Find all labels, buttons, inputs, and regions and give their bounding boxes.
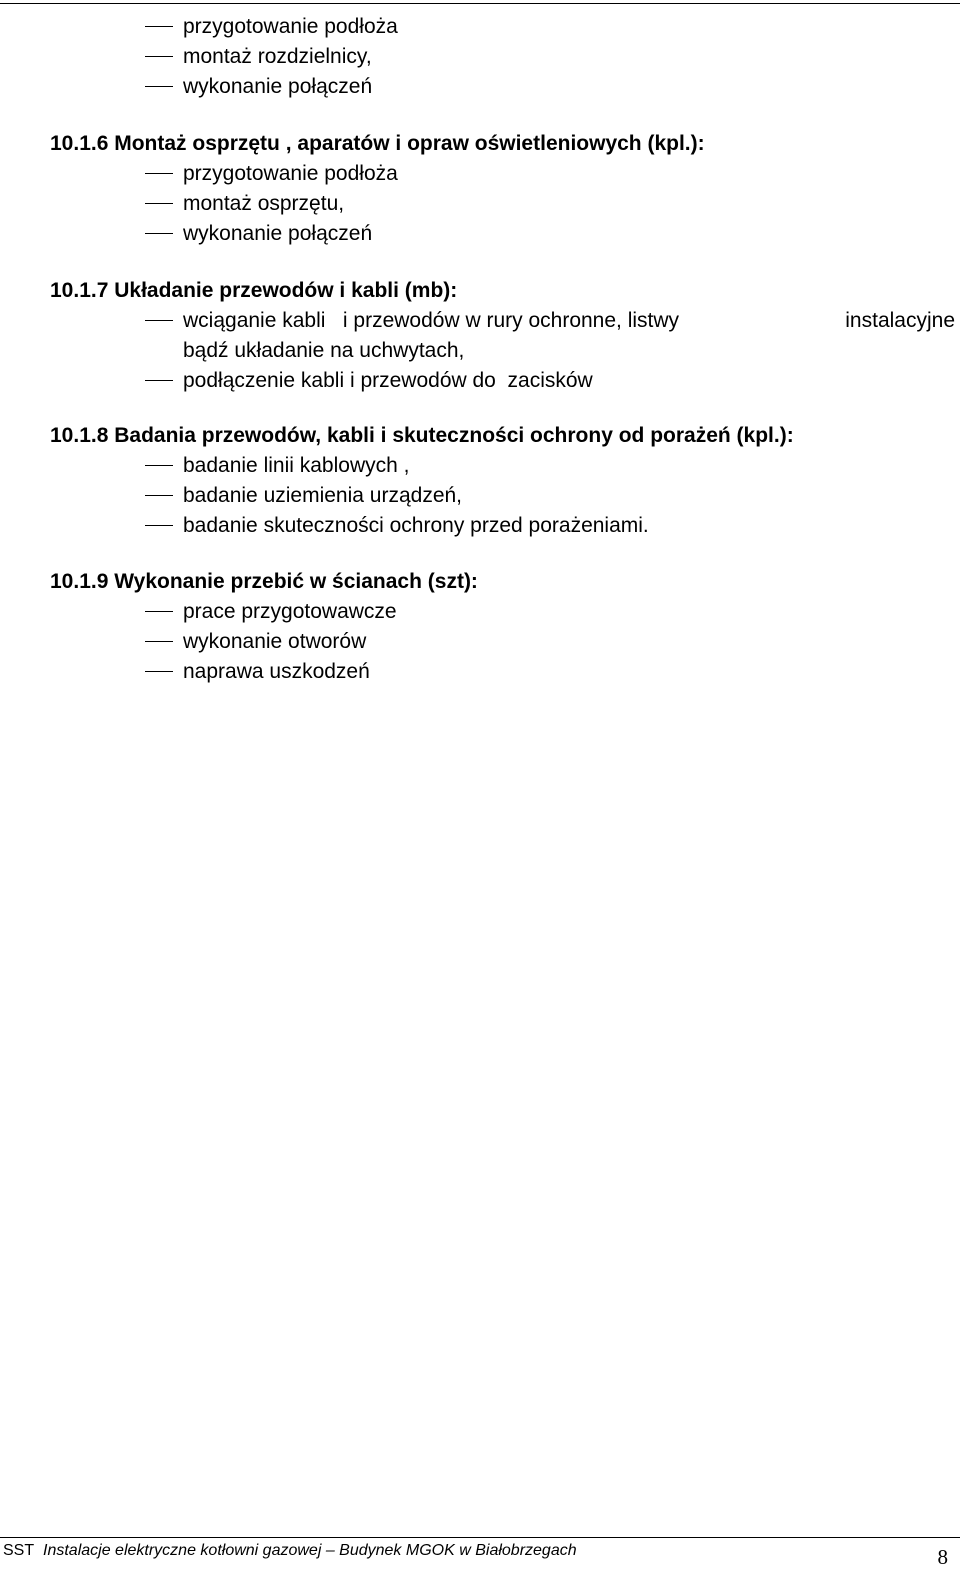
footer-rule bbox=[0, 1537, 960, 1538]
dash-bullet bbox=[145, 320, 173, 321]
dash-bullet bbox=[145, 233, 173, 234]
section-10-1-8 bbox=[50, 421, 955, 541]
list-item: wykonanie połączeń bbox=[50, 72, 955, 102]
list-item: badanie linii kablowych , bbox=[50, 451, 955, 481]
list-item: montaż osprzętu, bbox=[50, 189, 955, 219]
dash-bullet bbox=[145, 465, 173, 466]
list-item: montaż rozdzielnicy, bbox=[50, 42, 955, 72]
dash-bullet bbox=[145, 641, 173, 642]
top-rule bbox=[0, 3, 960, 4]
section-10-1-9 bbox=[50, 567, 955, 687]
list-item: przygotowanie podłoża bbox=[50, 12, 955, 42]
page-number: 8 bbox=[937, 1545, 948, 1569]
list-item bbox=[50, 306, 955, 366]
dash-bullet bbox=[145, 86, 173, 87]
continuation-line: bądź układanie na uchwytach, bbox=[183, 339, 465, 362]
dash-bullet bbox=[145, 525, 173, 526]
section-10-1-7 bbox=[50, 276, 955, 396]
list-item: przygotowanie podłoża bbox=[50, 159, 955, 189]
footer-prefix: SST bbox=[3, 1542, 35, 1559]
section-heading: 10.1.7 Układanie przewodów i kabli (mb): bbox=[50, 279, 458, 302]
list-item: naprawa uszkodzeń bbox=[50, 657, 955, 687]
dash-bullet bbox=[145, 56, 173, 57]
dash-bullet bbox=[145, 26, 173, 27]
list-item: wykonanie otworów bbox=[50, 627, 955, 657]
section-heading: 10.1.6 Montaż osprzętu , aparatów i opraw oświetleniowych (kpl.): bbox=[50, 132, 705, 155]
intro-list bbox=[50, 12, 955, 102]
section-heading: 10.1.8 Badania przewodów, kabli i skuteczności ochrony od porażeń (kpl.): bbox=[50, 424, 794, 447]
dash-bullet bbox=[145, 671, 173, 672]
list-item: badanie uziemienia urządzeń, bbox=[50, 481, 955, 511]
dash-bullet bbox=[145, 495, 173, 496]
dash-bullet bbox=[145, 611, 173, 612]
list-item: badanie skuteczności ochrony przed porażeniami. bbox=[50, 511, 955, 541]
dash-bullet bbox=[145, 380, 173, 381]
section-heading: 10.1.9 Wykonanie przebić w ścianach (szt): bbox=[50, 570, 478, 593]
footer-title: Instalacje elektryczne kotłowni gazowej – Budynek MGOK w Białobrzegach bbox=[43, 1542, 577, 1559]
dash-bullet bbox=[145, 203, 173, 204]
list-item: prace przygotowawcze bbox=[50, 597, 955, 627]
justified-line: wciąganie kabli i przewodów w rury ochronne, listwy instalacyjne bbox=[183, 309, 955, 332]
footer-text bbox=[3, 1542, 577, 1560]
section-10-1-6 bbox=[50, 129, 955, 249]
dash-bullet bbox=[145, 173, 173, 174]
list-item: podłączenie kabli i przewodów do zacisków bbox=[50, 366, 955, 396]
list-item: wykonanie połączeń bbox=[50, 219, 955, 249]
